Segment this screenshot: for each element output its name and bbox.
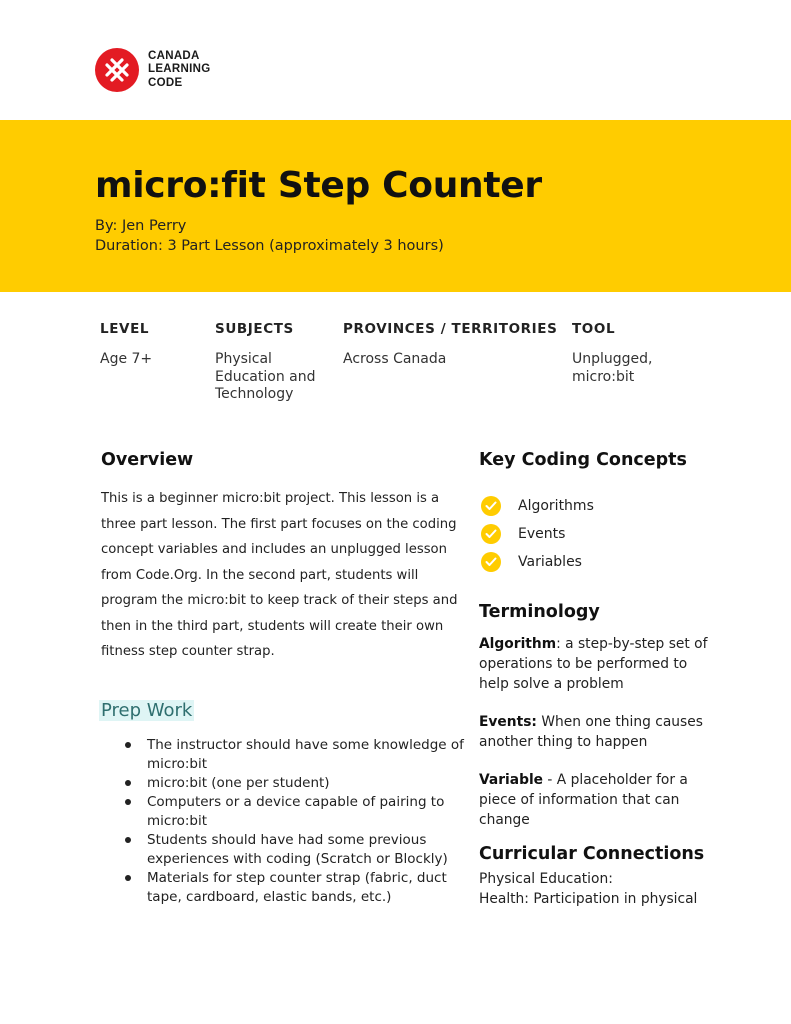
title-banner (0, 120, 791, 292)
meta-level-value: Age 7+ (100, 351, 153, 367)
meta-level (100, 321, 200, 369)
term-name: Algorithm (479, 636, 557, 652)
prep-work-heading: Prep Work (101, 700, 193, 721)
prep-item-text: Materials for step counter strap (fabric, duct tape, cardboard, elastic bands, etc.) (147, 870, 447, 905)
page-title: micro:fit Step Counter (95, 165, 542, 206)
author-line: By: Jen Perry (95, 218, 187, 234)
meta-subjects (215, 321, 327, 404)
bullet-icon (125, 780, 131, 786)
list-item (122, 736, 467, 774)
checkmark-icon (481, 552, 501, 572)
term-definition: When one thing causes another thing to happen (479, 714, 703, 750)
terminology-heading: Terminology (479, 602, 600, 622)
bullet-icon (125, 875, 131, 881)
concept-label: Events (518, 526, 566, 542)
term-variable (479, 770, 709, 830)
term-definition: a step-by-step set of operations to be performed to help solve a problem (479, 636, 708, 692)
duration-line: Duration: 3 Part Lesson (approximately 3 hours) (95, 238, 444, 254)
prep-item-text: The instructor should have some knowledge of micro:bit (147, 737, 464, 772)
term-events (479, 712, 709, 752)
key-concepts-heading: Key Coding Concepts (479, 450, 687, 470)
meta-subjects-label: SUBJECTS (215, 321, 294, 337)
logo-line-2: LEARNING (148, 63, 211, 76)
meta-subjects-value: Physical Education and Technology (215, 351, 316, 402)
meta-tool (572, 321, 672, 386)
curricular-line-1: Physical Education: (479, 871, 613, 887)
list-item (481, 520, 594, 548)
list-item (122, 774, 467, 793)
term-separator: - (543, 772, 557, 788)
meta-provinces (343, 321, 558, 369)
canada-learning-code-logo (95, 48, 210, 92)
prep-item-text: Computers or a device capable of pairing to micro:bit (147, 794, 445, 829)
term-algorithm (479, 634, 709, 694)
list-item (481, 548, 594, 576)
logo-wordmark (148, 50, 210, 91)
byline (95, 216, 444, 256)
curricular-text (479, 869, 709, 909)
prep-item-text: micro:bit (one per student) (147, 775, 330, 791)
meta-level-label: LEVEL (100, 321, 150, 337)
term-separator: : (556, 636, 566, 652)
concept-label: Variables (518, 554, 582, 570)
overview-heading: Overview (101, 450, 194, 470)
logo-line-3: CODE (148, 76, 183, 89)
key-concepts-list (481, 492, 594, 576)
term-name: Variable (479, 772, 544, 788)
curricular-heading: Curricular Connections (479, 844, 705, 864)
list-item (122, 831, 467, 869)
list-item (481, 492, 594, 520)
curricular-line-2: Health: Participation in physical (479, 891, 698, 907)
meta-provinces-label: PROVINCES / TERRITORIES (343, 321, 558, 337)
meta-tool-label: TOOL (572, 321, 616, 337)
term-definition: A placeholder for a piece of information that can change (479, 772, 688, 828)
logo-line-1: CANADA (148, 49, 200, 62)
list-item (122, 793, 467, 831)
bullet-icon (125, 837, 131, 843)
term-name: Events: (479, 714, 537, 730)
checkmark-icon (481, 524, 501, 544)
logo-mark-icon (95, 48, 139, 92)
checkmark-icon (481, 496, 501, 516)
meta-tool-value: Unplugged, micro:bit (572, 351, 653, 385)
prep-work-list (122, 736, 467, 907)
overview-text: This is a beginner micro:bit project. This lesson is a three part lesson. The first part focuses on the coding concept variables and includes an unplugged lesson from Code.Org. In the second part, students will program the micro:bit to keep track of their steps and then in the third part, students will create their own fitness step counter strap. (101, 491, 458, 659)
prep-item-text: Students should have had some previous experiences with coding (Scratch or Blockly) (147, 832, 448, 867)
bullet-icon (125, 799, 131, 805)
list-item (122, 869, 467, 907)
bullet-icon (125, 742, 131, 748)
concept-label: Algorithms (518, 498, 594, 514)
meta-provinces-value: Across Canada (343, 351, 447, 367)
